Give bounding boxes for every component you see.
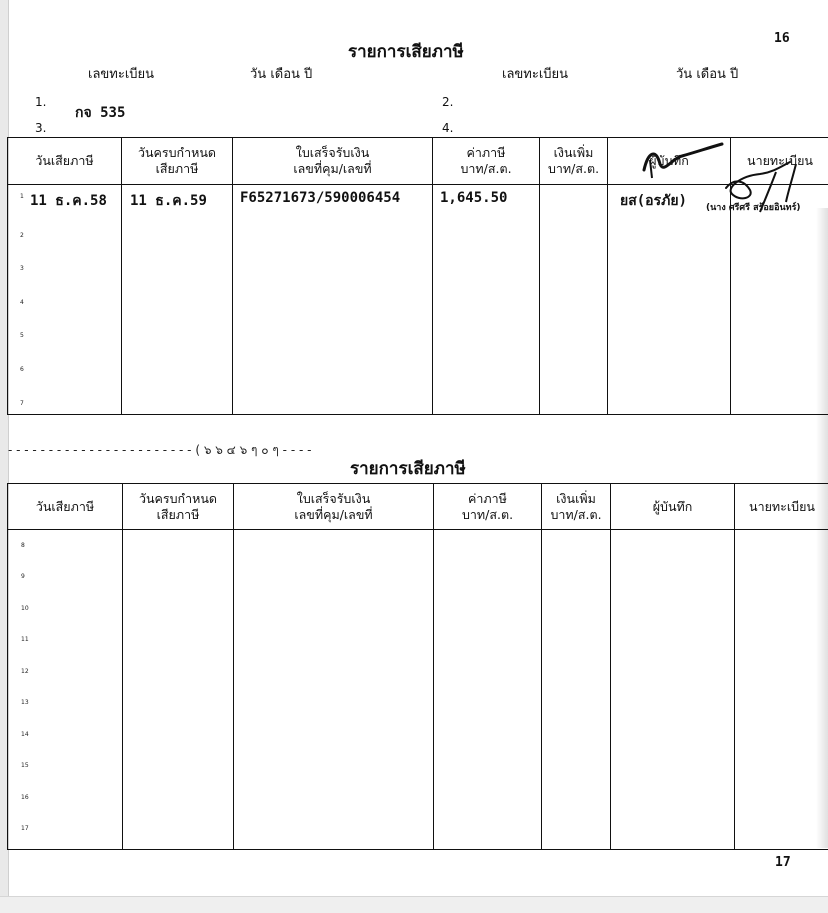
plate-value-1: กจ 535 bbox=[75, 102, 125, 124]
reg-no-header-left: เลขทะเบียน bbox=[88, 63, 154, 84]
col-header-tax-amount: ค่าภาษี บาท/ส.ต. bbox=[434, 484, 542, 530]
entry-recorder: ยส(อรภัย) bbox=[620, 190, 687, 212]
col-header-surcharge: เงินเพิ่ม บาท/ส.ต. bbox=[542, 484, 611, 530]
col-header-recorder: ผู้บันทึก bbox=[608, 138, 731, 185]
entry-tax-amount: 1,645.50 bbox=[440, 190, 507, 206]
section-title-2: รายการเสียภาษี bbox=[350, 455, 466, 482]
col-header-tax-date: วันเสียภาษี bbox=[8, 138, 122, 185]
tax-table-2 bbox=[7, 483, 828, 850]
tear-line: - - - - - - - - - - - - - - - - - - - - - - - ( ๖ ๖ ๔ ๖ ๆ ๐ ๆ - - - - bbox=[8, 441, 311, 460]
table-body bbox=[8, 530, 828, 850]
col-header-registrar: นายทะเบียน bbox=[735, 484, 828, 530]
table-header-row bbox=[8, 484, 828, 530]
col-header-surcharge: เงินเพิ่ม บาท/ส.ต. bbox=[540, 138, 608, 185]
col-header-tax-date: วันเสียภาษี bbox=[8, 484, 123, 530]
reg-no-header-right: เลขทะเบียน bbox=[502, 63, 568, 84]
col-header-registrar: นายทะเบียน bbox=[731, 138, 828, 185]
col-header-tax-amount: ค่าภาษี บาท/ส.ต. bbox=[433, 138, 540, 185]
entry-tax-date: 11 ธ.ค.58 bbox=[30, 190, 107, 212]
col-header-receipt: ใบเสร็จรับเงิน เลขที่คุม/เลขที่ bbox=[233, 138, 433, 185]
entry-receipt: F65271673/590006454 bbox=[240, 190, 400, 206]
plate-num-3: 3. bbox=[35, 121, 46, 135]
page-number-top: 16 bbox=[774, 31, 790, 46]
date-header-left: วัน เดือน ปี bbox=[250, 63, 312, 84]
entry-due-date: 11 ธ.ค.59 bbox=[130, 190, 207, 212]
page-number-bottom: 17 bbox=[775, 855, 791, 870]
recorder-signature bbox=[638, 140, 728, 182]
col-header-due-date: วันครบกำหนด เสียภาษี bbox=[122, 138, 233, 185]
col-header-due-date: วันครบกำหนด เสียภาษี bbox=[123, 484, 234, 530]
col-header-receipt: ใบเสร็จรับเงิน เลขที่คุม/เลขที่ bbox=[234, 484, 434, 530]
plate-num-2: 2. bbox=[442, 95, 453, 109]
section-title: รายการเสียภาษี bbox=[348, 38, 464, 65]
plate-num-4: 4. bbox=[442, 121, 453, 135]
table-body bbox=[8, 185, 828, 415]
entry-registrar: (นาง ศรีศรี สร้อยอินทร์) bbox=[706, 200, 801, 214]
page-bottom-band bbox=[0, 896, 828, 913]
plate-num-1: 1. bbox=[35, 95, 46, 109]
date-header-right: วัน เดือน ปี bbox=[676, 63, 738, 84]
registrar-signature bbox=[720, 158, 812, 216]
col-header-recorder: ผู้บันทึก bbox=[611, 484, 735, 530]
